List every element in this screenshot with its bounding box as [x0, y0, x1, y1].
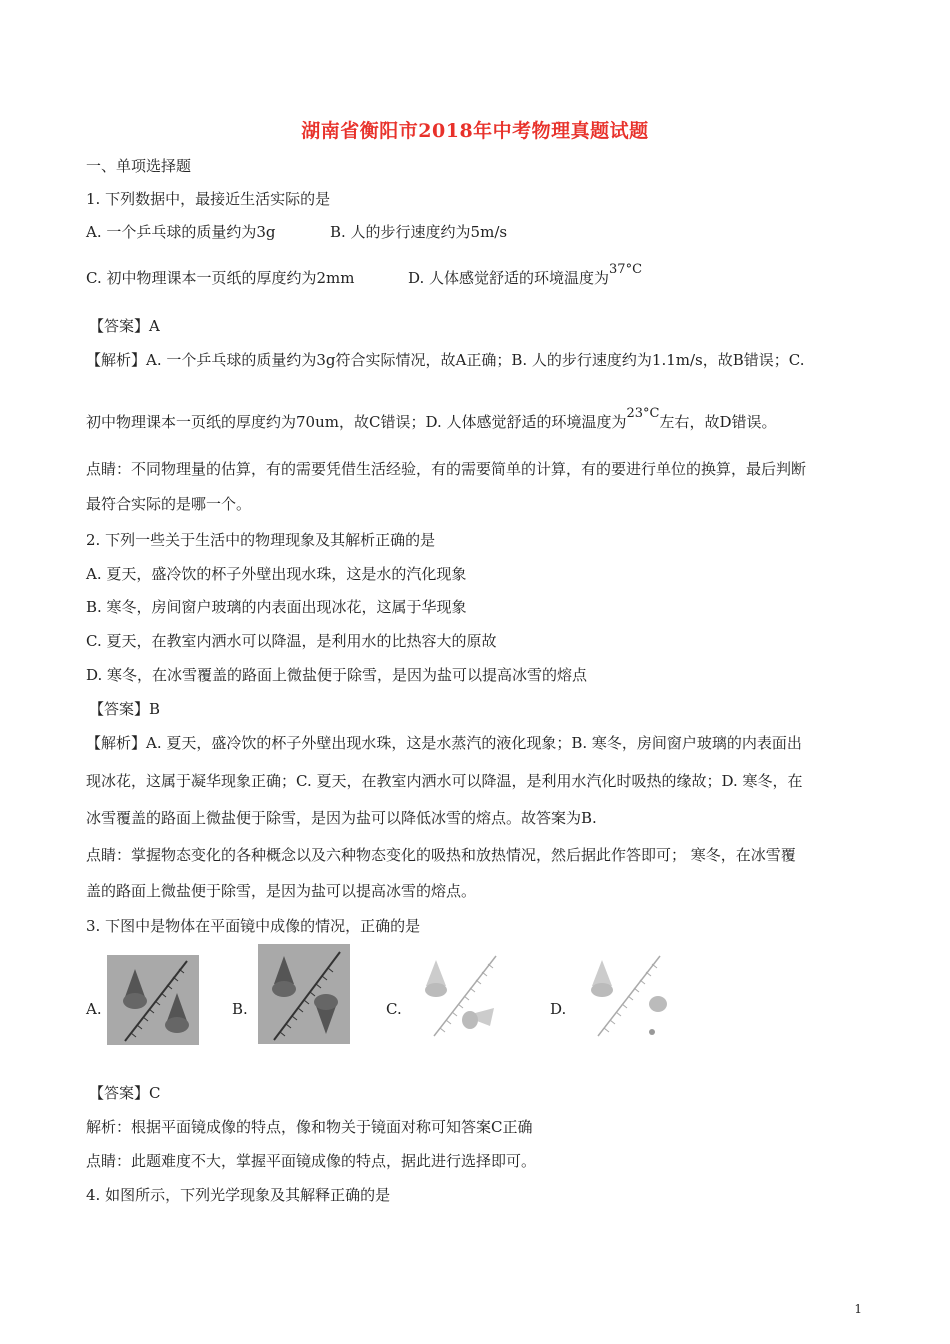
q1-option-b: B. 人的步行速度约为5m/s	[330, 223, 508, 241]
q1-analysis-line1: 【解析】A. 一个乒乓球的质量约为3g符合实际情况，故A正确；B. 人的步行速度约为1.1m/s，故B错误；C.	[86, 351, 805, 369]
q2-tip-line2: 盖的路面上微盐便于除雪，是因为盐可以提高冰雪的熔点。	[86, 882, 477, 900]
q3-figure-c	[414, 950, 506, 1040]
q1-stem: 1. 下列数据中，最接近生活实际的是	[86, 190, 331, 208]
q2-analysis-line1: 【解析】A. 夏天，盛冷饮的杯子外壁出现水珠，这是水蒸汽的液化现象；B. 寒冬，房间窗户玻璃的内表面出	[86, 734, 802, 752]
q3-label-b: B.	[232, 1000, 248, 1018]
temp-value: 23	[626, 406, 644, 421]
q3-tip: 点睛：此题难度不大，掌握平面镜成像的特点，据此进行选择即可。	[86, 1152, 537, 1170]
q1-option-c: C. 初中物理课本一页纸的厚度约为2mm	[86, 269, 355, 287]
q1-answer: 【答案】A	[89, 317, 160, 335]
q2-option-d: D. 寒冬，在冰雪覆盖的路面上微盐便于除雪，是因为盐可以提高冰雪的熔点	[86, 666, 588, 684]
q2-analysis-line2: 现冰花，这属于凝华现象正确；C. 夏天，在教室内洒水可以降温，是利用水汽化时吸热的缘故；D. 寒冬，在	[86, 772, 803, 790]
q3-answer: 【答案】C	[89, 1084, 161, 1102]
q1-option-a: A. 一个乒乓球的质量约为3g	[86, 223, 276, 241]
q3-stem: 3. 下图中是物体在平面镜中成像的情况，正确的是	[86, 917, 421, 935]
q3-label-c: C.	[386, 1000, 402, 1018]
section-heading: 一、单项选择题	[86, 157, 192, 175]
q3-label-a: A.	[86, 1000, 102, 1018]
q4-stem: 4. 如图所示，下列光学现象及其解释正确的是	[86, 1186, 391, 1204]
temp-unit: °C	[643, 406, 660, 421]
q2-option-a: A. 夏天，盛冷饮的杯子外壁出现水珠，这是水的汽化现象	[86, 565, 467, 583]
q1-tip-line1: 点睛：不同物理量的估算，有的需要凭借生活经验，有的需要简单的计算，有的要进行单位的换算，最后判断	[86, 460, 807, 478]
q1-option-d	[408, 262, 643, 290]
q3-label-d: D.	[550, 1000, 567, 1018]
q3-figure-d	[578, 950, 670, 1040]
q2-option-b: B. 寒冬，房间窗户玻璃的内表面出现冰花，这属于华现象	[86, 598, 467, 616]
q2-option-c: C. 夏天，在教室内洒水可以降温，是利用水的比热容大的原故	[86, 632, 497, 650]
q1-tip-line2: 最符合实际的是哪一个。	[86, 495, 252, 513]
q2-stem: 2. 下列一些关于生活中的物理现象及其解析正确的是	[86, 531, 436, 549]
page-title: 湖南省衡阳市2018年中考物理真题试题	[301, 120, 649, 142]
q1-analysis-line2	[86, 406, 777, 434]
q1-analysis-text-end: 左右，故D错误。	[659, 413, 777, 431]
q2-answer: 【答案】B	[89, 700, 161, 718]
temp-value: 37	[609, 262, 626, 277]
q1-option-d-temp	[609, 262, 642, 277]
temp-unit: °C	[625, 262, 643, 277]
q3-figure-b	[258, 944, 350, 1044]
q3-figure-a	[107, 955, 199, 1045]
q1-analysis-temp	[626, 406, 659, 421]
q2-tip-line1: 点睛：掌握物态变化的各种概念以及六种物态变化的吸热和放热情况，然后据此作答即可； 寒冬，在冰雪覆	[86, 846, 796, 864]
q1-analysis-text: 初中物理课本一页纸的厚度约为70um，故C错误；D. 人体感觉舒适的环境温度为	[86, 413, 627, 431]
q1-option-d-text: D. 人体感觉舒适的环境温度为	[408, 269, 610, 287]
q2-analysis-line3: 冰雪覆盖的路面上微盐便于除雪，是因为盐可以降低冰雪的熔点。故答案为B.	[86, 809, 597, 827]
q3-analysis: 解析：根据平面镜成像的特点，像和物关于镜面对称可知答案C正确	[86, 1118, 533, 1136]
page-number: 1	[854, 1302, 862, 1316]
